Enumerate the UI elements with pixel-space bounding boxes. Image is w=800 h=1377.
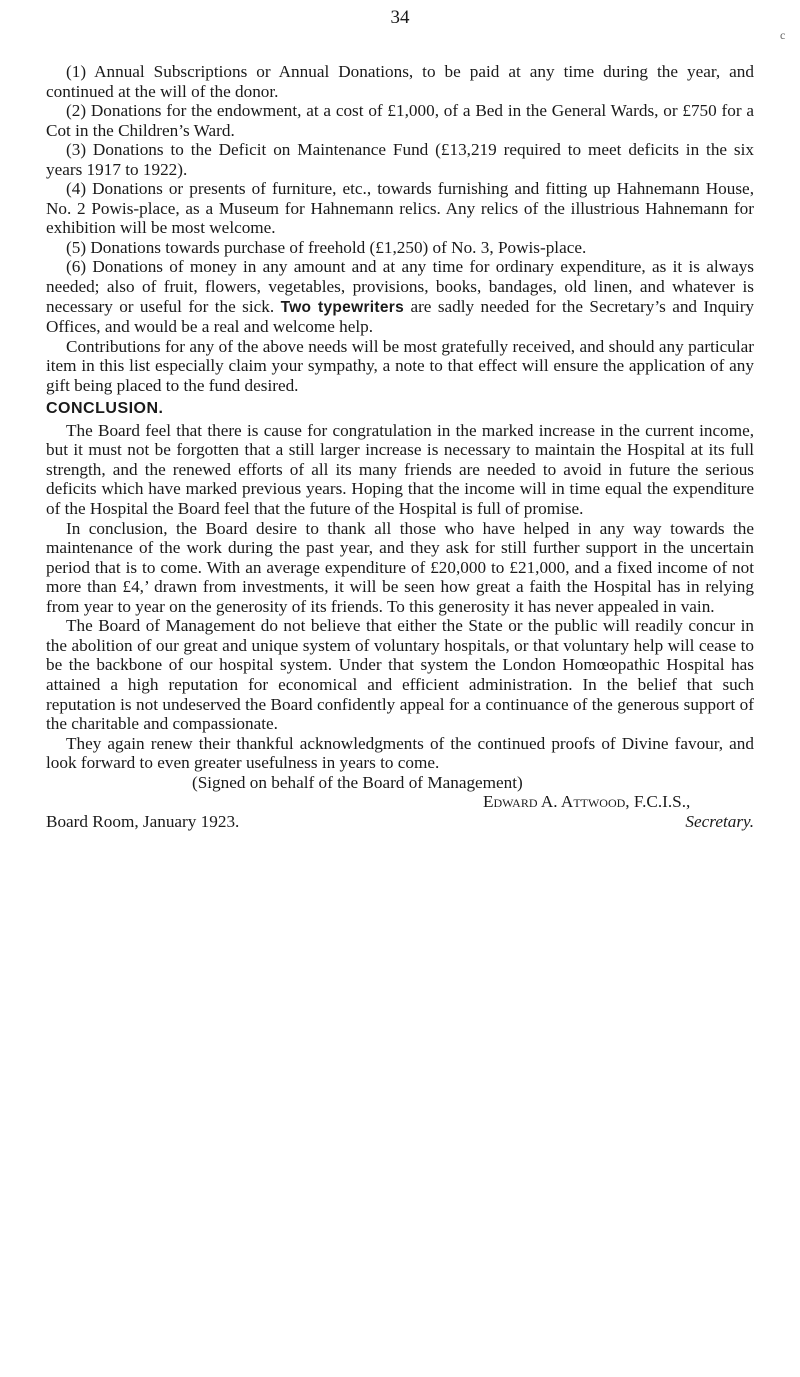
list-item-6 <box>46 257 754 336</box>
corner-mark: c <box>780 28 786 42</box>
list-item: (5) Donations towards purchase of freehold (£1,250) of No. 3, Powis-place. <box>66 237 587 257</box>
item6-text-before: (6) Donations of money in any amount and at any time for ordinary expenditure, as it is always needed; also of fruit, flowers, vegetables, provisions, books, bandages, old linen, and whatever is necessary or useful for the sick. <box>46 257 754 316</box>
signed-on-behalf-line: (Signed on behalf of the Board of Management) <box>192 772 523 792</box>
signature-footer-row <box>46 812 754 832</box>
item6-text-after: are sadly needed for the Secretary’s and Inquiry Offices, and would be a real and welcome help. <box>46 296 755 337</box>
typewriters-emphasis: Two typewriters <box>280 298 405 316</box>
conclusion-paragraph: The Board of Management do not believe that either the State or the public will readily concur in the abolition of our great and unique system of voluntary hospitals, or that voluntary help will cease to be the backbone of our hospital system. Under that system the London Homœopathic Hospital has attained a high reputation for economical and efficient administration. In the belief that such reputation is not undeserved the Board confidently appeal for a continuance of the generous support of the charitable and compassionate. <box>46 616 754 734</box>
document-body <box>46 62 754 831</box>
signatory-name: Edward A. Attwood, F.C.I.S., <box>483 792 691 812</box>
list-item: (2) Donations for the endowment, at a cost of £1,000, of a Bed in the General Wards, or £750 for a Cot in the Children’s Ward. <box>46 101 754 140</box>
page-number: 34 <box>390 7 410 28</box>
conclusion-paragraph: They again renew their thankful acknowledgments of the continued proofs of Divine favour, and look forward to even greater usefulness in years to come. <box>46 733 754 773</box>
location-date: Board Room, January 1923. <box>46 811 240 831</box>
list-item: (1) Annual Subscriptions or Annual Donations, to be paid at any time during the year, and continued at the will of the donor. <box>46 62 754 101</box>
conclusion-heading: CONCLUSION. <box>46 400 164 418</box>
conclusion-paragraph: The Board feel that there is cause for congratulation in the marked increase in the current income, but it must not be forgotten that a still larger increase is necessary to maintain the Hospital at its full strength, and the renewed efforts of all its many friends are needed to avoid in future the serious deficits which have marked previous years. Hoping that the income will in time equal the expenditure of the Hospital the Board feel that the future of the Hospital is full of promise. <box>46 420 754 519</box>
contributions-paragraph: Contributions for any of the above needs will be most gratefully received, and should any particular item in this list especially claim your sympathy, a note to that effect will ensure the application of any gift being placed to the fund desired. <box>46 336 754 395</box>
list-item: (4) Donations or presents of furniture, etc., towards furnishing and fitting up Hahnemann House, No. 2 Powis-place, as a Museum for Hahnemann relics. Any relics of the illustrious Hahnemann for exhibition will be most welcome. <box>46 179 754 238</box>
list-item: (3) Donations to the Deficit on Maintenance Fund (£13,219 required to meet deficits in the six years 1917 to 1922). <box>46 140 754 179</box>
signatory-title: Secretary. <box>685 811 754 831</box>
conclusion-paragraph: In conclusion, the Board desire to thank all those who have helped in any way towards the maintenance of the work during the past year, and they ask for still further support in the uncertain period that is to come. With an average expenditure of £20,000 to £21,000, and a fixed income of not more than £4,’ drawn from investments, it will be seen how great a faith the Hospital has in relying from year to year on the generosity of its friends. To this generosity it has never appealed in vain. <box>46 518 754 616</box>
